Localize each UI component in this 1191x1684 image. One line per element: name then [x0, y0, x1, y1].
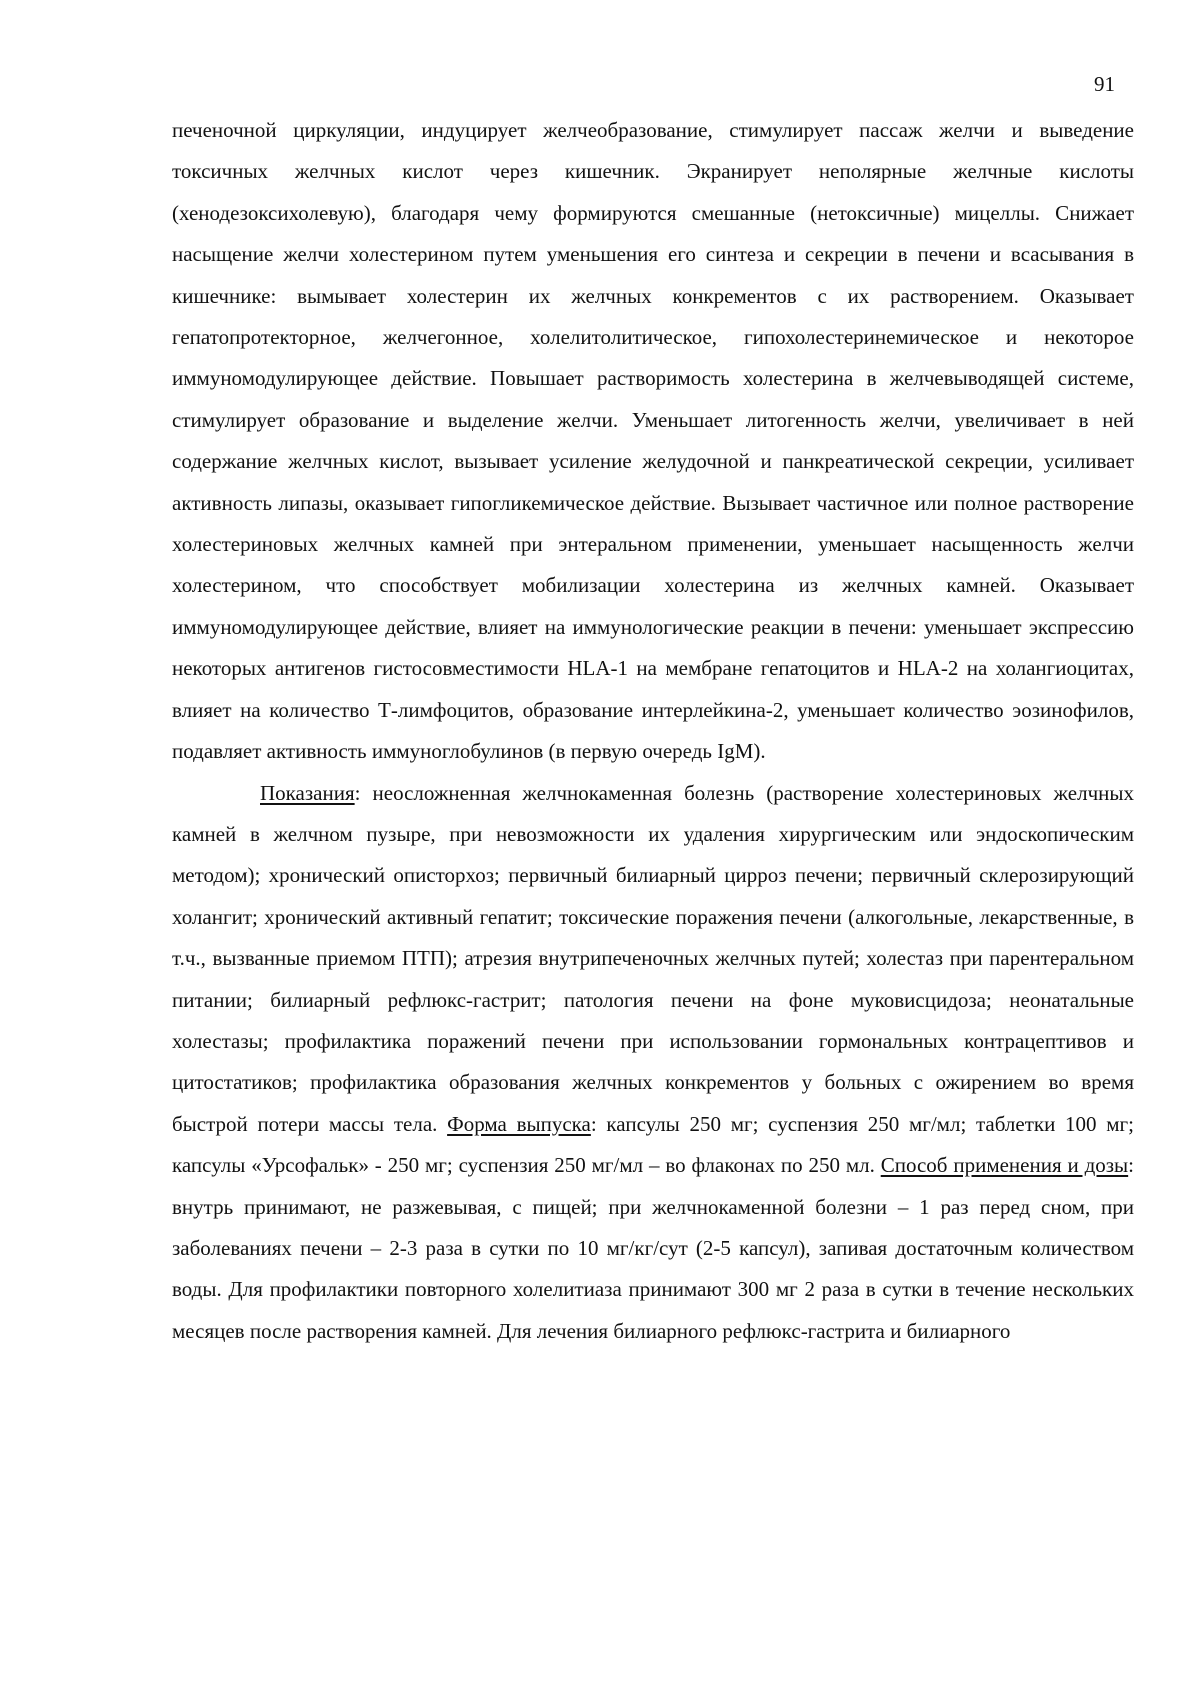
paragraph-pharmacology: печеночной циркуляции, индуцирует желчеобразование, стимулирует пассаж желчи и выведение токсичных желчных кислот через кишечник. Экранирует неполярные желчные кислоты (хенодезоксихолевую), благодаря чему формируются смешанные (нетоксичные) мицеллы. Снижает насыщение желчи холестерином путем уменьшения его синтеза и секреции в печени и всасывания в кишечнике: вымывает холестерин их желчных конкрементов с их растворением. Оказывает гепатопротекторное, желчегонное, холелитолитическое, гипохолестеринемическое и некоторое иммуномодулирующее действие. Повышает растворимость холестерина в желчевыводящей системе, стимулирует образование и выделение желчи. Уменьшает литогенность желчи, увеличивает в ней содержание желчных кислот, вызывает усиление желудочной и панкреатической секреции, усиливает активность липазы, оказывает гипогликемическое действие. Вызывает частичное или полное растворение холестериновых желчных камней при энтеральном применении, уменьшает насыщенность желчи холестерином, что способствует мобилизации холестерина из желчных камней. Оказывает иммуномодулирующее действие, влияет на иммунологические реакции в печени: уменьшает экспрессию некоторых антигенов гистосовместимости HLA-1 на мембране гепатоцитов и HLA-2 на холангиоцитах, влияет на количество Т-лимфоцитов, образование интерлейкина-2, уменьшает количество эозинофилов, подавляет активность иммуноглобулинов (в первую очередь IgM).: [172, 118, 1134, 764]
release-form-heading: Форма выпуска: [447, 1111, 591, 1136]
document-body: [172, 110, 1134, 1352]
dosage-text: : внутрь принимают, не разжевывая, с пищей; при желчнокаменной болезни – 1 раз перед сном, при заболеваниях печени – 2-3 раза в сутки по 10 мг/кг/сут (2-5 капсул), запивая достаточным количеством воды. Для профилактики повторного холелитиаза принимают 300 мг 2 раза в сутки в течение нескольких месяцев после растворения камней. Для лечения билиарного рефлюкс-гастрита и билиарного: [172, 1153, 1134, 1343]
paragraph-indications: [172, 773, 1134, 1353]
indications-heading: Показания: [260, 780, 355, 805]
release-form-text: : капсулы 250 мг; суспензия 250 мг/мл; таблетки 100 мг; капсулы «Урсофальк» - 250 мг; суспензия 250 мг/мл – во флаконах по 250 мл.: [172, 1111, 1135, 1178]
dosage-heading: Способ применения и дозы: [880, 1153, 1129, 1178]
indications-text: : неосложненная желчнокаменная болезнь (растворение холестериновых желчных камней в желчном пузыре, при невозможности их удаления хирургическим или эндоскопическим методом); хронический описторхоз; первичный билиарный цирроз печени; первичный склерозирующий холангит; хронический активный гепатит; токсические поражения печени (алкогольные, лекарственные, в т.ч., вызванные приемом ПТП); атрезия внутрипеченочных желчных путей; холестаз при парентеральном питании; билиарный рефлюкс-гастрит; патология печени на фоне муковисцидоза; неонатальные холестазы; профилактика поражений печени при использовании гормональных контрацептивов и цитостатиков; профилактика образования желчных конкрементов у больных с ожирением во время быстрой потери массы тела.: [172, 780, 1134, 1136]
page-number: 91: [1094, 72, 1115, 96]
